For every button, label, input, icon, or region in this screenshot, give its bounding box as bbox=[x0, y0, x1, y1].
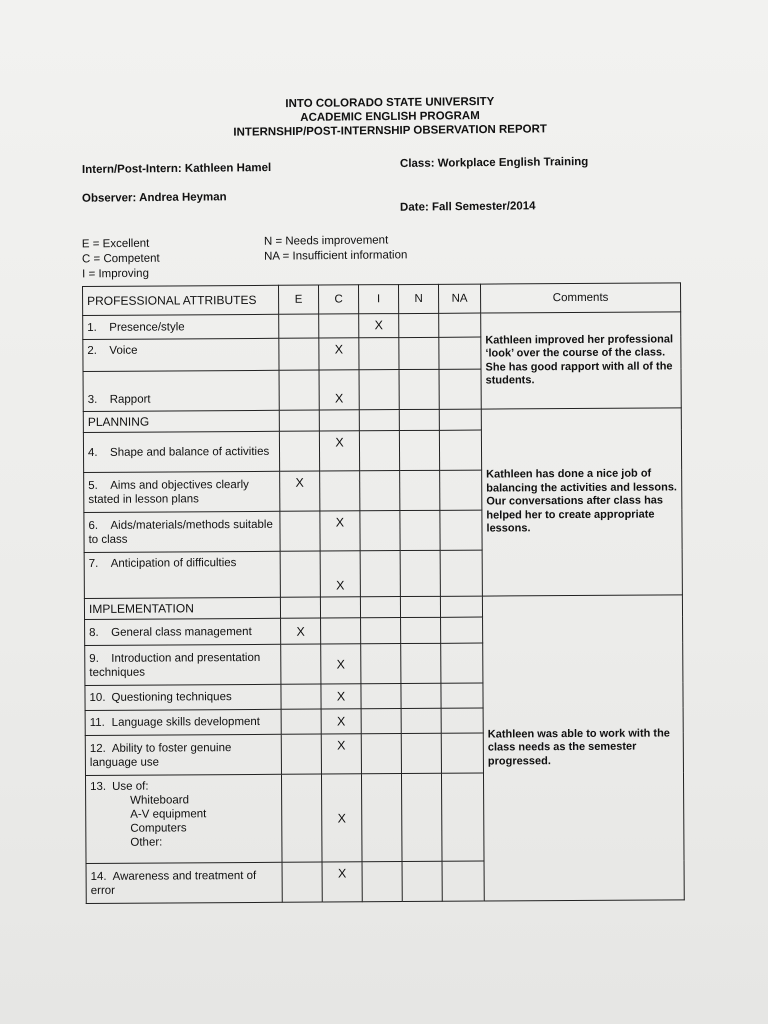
report-date: Date: Fall Semester/2014 bbox=[399, 200, 536, 214]
col-header-comments: Comments bbox=[480, 283, 680, 313]
legend-excellent: E = Excellent bbox=[81, 237, 150, 251]
program-name: ACADEMIC ENGLISH PROGRAM bbox=[300, 110, 480, 124]
intern-name: Intern/Post-Intern: Kathleen Hamel bbox=[81, 162, 272, 176]
item-label: 1. Presence/style bbox=[83, 314, 279, 339]
rating-mark: X bbox=[280, 471, 320, 511]
section-row-planning bbox=[83, 408, 681, 433]
observer-name: Observer: Andrea Heyman bbox=[81, 191, 227, 205]
rating-mark: X bbox=[321, 684, 361, 709]
rating-mark: X bbox=[320, 551, 360, 597]
use-of-computers: Computers bbox=[130, 822, 187, 835]
report-heading bbox=[190, 94, 590, 140]
legend-improving: I = Improving bbox=[82, 267, 150, 281]
item-label: 13. Use of: Whiteboard A-V equipment Computers Other: bbox=[85, 774, 282, 863]
comment-professional: Kathleen improved her professional ‘look’ over the course of the class. She has good rapport with all of the students. bbox=[481, 312, 682, 409]
legend-competent: C = Competent bbox=[81, 252, 160, 266]
rating-mark: X bbox=[319, 338, 359, 370]
item-label: 6. Aids/materials/methods suitable to class bbox=[84, 511, 280, 552]
rating-mark: X bbox=[322, 862, 362, 902]
rating-mark: X bbox=[359, 314, 399, 338]
item-label: 12. Ability to foster genuine language use bbox=[85, 734, 281, 775]
item-label: 9. Introduction and presentation techniques bbox=[85, 644, 281, 685]
section-label-implementation: IMPLEMENTATION bbox=[84, 597, 280, 619]
table-row bbox=[83, 312, 681, 340]
use-of-whiteboard: Whiteboard bbox=[130, 794, 189, 807]
university-name: INTO COLORADO STATE UNIVERSITY bbox=[285, 95, 495, 111]
item-label: 10. Questioning techniques bbox=[85, 684, 281, 710]
item-label: 5. Aims and objectives clearly stated in lesson plans bbox=[84, 471, 280, 512]
rating-mark: X bbox=[321, 644, 361, 684]
item-label: 4. Shape and balance of activities bbox=[83, 431, 279, 472]
rating-legend-left bbox=[82, 237, 160, 283]
section-label-planning: PLANNING bbox=[83, 410, 279, 432]
col-header-n: N bbox=[398, 284, 438, 313]
section-row-implementation bbox=[84, 595, 682, 620]
table-header-row bbox=[83, 283, 681, 316]
report-title: INTERNSHIP/POST-INTERNSHIP OBSERVATION REPORT bbox=[233, 123, 547, 139]
class-name: Class: Workplace English Training bbox=[399, 156, 589, 170]
col-header-e: E bbox=[278, 285, 318, 314]
use-of-av-equipment: A-V equipment bbox=[130, 808, 207, 821]
legend-needs-improvement: N = Needs improvement bbox=[263, 234, 389, 248]
legend-insufficient-info: NA = Insufficient information bbox=[264, 249, 408, 263]
rating-mark: X bbox=[321, 734, 361, 774]
observation-form bbox=[82, 282, 684, 904]
rating-mark: X bbox=[321, 709, 361, 734]
rating-mark: X bbox=[321, 774, 362, 862]
item-label: 14. Awareness and treatment of error bbox=[86, 862, 282, 903]
item-label: 7. Anticipation of difficulties bbox=[84, 551, 280, 598]
item-label: 11. Language skills development bbox=[85, 709, 281, 735]
rating-mark: X bbox=[319, 431, 359, 471]
item-label: 2. Voice bbox=[83, 338, 279, 371]
use-of-other: Other: bbox=[130, 836, 163, 849]
item-label: 8. General class management bbox=[85, 618, 281, 645]
item-label: 3. Rapport bbox=[83, 370, 279, 411]
col-header-c: C bbox=[318, 285, 358, 314]
rating-legend-right bbox=[264, 233, 408, 264]
comment-planning: Kathleen has done a nice job of balancing the activities and lessons. Our conversations after class has helped her to create appropriate lessons. bbox=[481, 408, 682, 596]
rating-mark: X bbox=[320, 511, 360, 551]
comment-implementation: Kathleen was able to work with the class needs as the semester progressed. bbox=[482, 595, 684, 901]
evaluation-table bbox=[82, 282, 685, 904]
rating-mark: X bbox=[319, 370, 359, 410]
col-header-attributes: PROFESSIONAL ATTRIBUTES bbox=[83, 285, 279, 315]
col-header-i: I bbox=[358, 285, 398, 314]
col-header-na: NA bbox=[438, 284, 480, 313]
rating-mark: X bbox=[281, 618, 321, 644]
